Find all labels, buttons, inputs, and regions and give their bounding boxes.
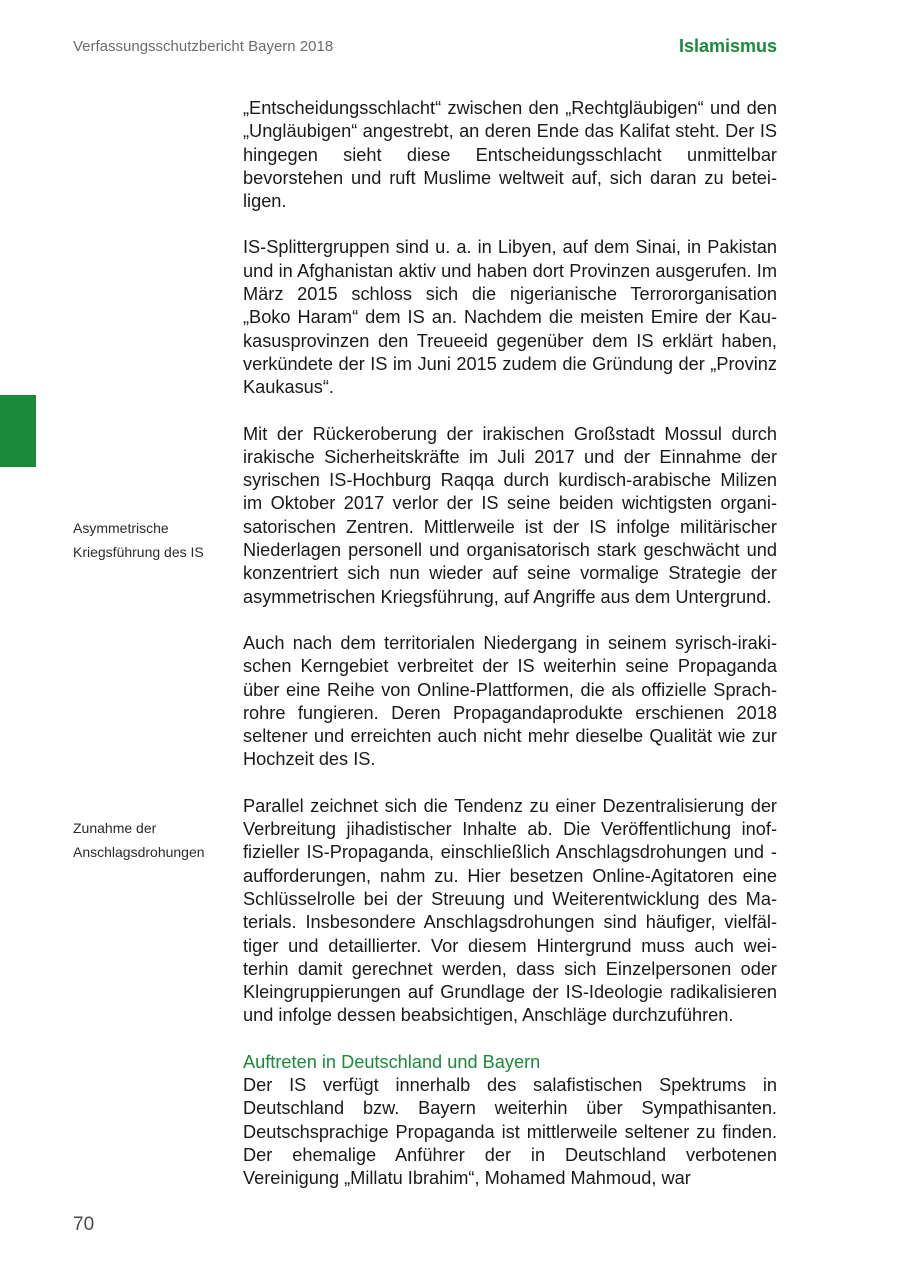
body-paragraph: Parallel zeichnet sich die Tendenz zu einer Dezentralisierung der Verbreitung jihadistischer Inhalte ab. Die Veröffentlichung inoffizieller IS-Propaganda, einschließlich Anschlagsdrohungen und -aufforderungen, nahm zu. Hier besetzen Online-Agitatoren eine Schlüsselrolle bei der Streuung und Weiterentwicklung des Materials. Insbesondere Anschlagsdrohungen sind häufiger, vielfältiger und detaillierter. Vor diesem Hintergrund muss auch weiterhin damit gerechnet werden, dass sich Einzelpersonen oder Kleingruppierungen auf Grundlage der IS-Ideologie radikalisieren und infolge dessen beabsichtigen, Anschläge durchzuführen. [243,795,777,1026]
chapter-side-tab [0,395,36,467]
margin-note-line: Anschlagsdrohungen [73,844,205,860]
margin-note-asymmetric-warfare [73,516,233,564]
section-subheading: Auftreten in Deutschland und Bayern [243,1051,541,1072]
body-paragraph: Mit der Rückeroberung der irakischen Großstadt Mossul durch irakische Sicherheitskräfte im Juli 2017 und der Einnahme der syrischen IS-Hochburg Raqqa durch kurdisch-arabische Milizen im Oktober 2017 verlor der IS seine beiden wichtigsten organisatorischen Zentren. Mittlerweile ist der IS infolge militärischer Niederlagen personell und organisatorisch stark geschwächt und konzentriert sich nun wieder auf seine vormalige Strategie der asymmetrischen Kriegsführung, auf Angriffe aus dem Untergrund. [243,423,777,607]
margin-note-line: Zunahme der [73,820,157,836]
running-header-section: Islamismus [678,36,777,56]
page-number: 70 [73,1214,95,1235]
body-paragraph: „Entscheidungsschlacht“ zwischen den „Rechtgläubigen“ und den „Ungläubigen“ angestrebt, an deren Ende das Kalifat steht. Der IS hingegen sieht diese Entscheidungsschlacht unmittelbar bevorstehen und ruft Muslime weltweit auf, sich daran zu beteiligen. [243,98,777,212]
body-paragraph: IS-Splittergruppen sind u. a. in Libyen, auf dem Sinai, in Pakistan und in Afghanistan aktiv und haben dort Provinzen ausgerufen. Im März 2015 schloss sich die nigerianische Terrororganisation „Boko Haram“ dem IS an. Nachdem die meisten Emire der Kaukasusprovinzen den Treueeid gegenüber dem IS erklärt haben, verkündete der IS im Juni 2015 zudem die Gründung der „Provinz Kaukasus“. [243,237,777,398]
body-paragraph: Der IS verfügt innerhalb des salafistischen Spektrums in Deutschland bzw. Bayern weiterhin über Sympathisanten. Deutschsprachige Propaganda ist mittlerweile seltener zu finden. Der ehemalige Anführer der in Deutschland verbotenen Vereinigung „Millatu Ibrahim“, Mohamed Mahmoud, war [243,1074,777,1189]
main-text-column [243,97,777,1190]
margin-note-attack-threats [73,816,233,864]
body-paragraph: Auch nach dem territorialen Niedergang in seinem syrisch-irakischen Kerngebiet verbreitet der IS weiterhin seine Propaganda über eine Reihe von Online-Plattformen, die als offizielle Sprachrohre fungieren. Deren Propagandaprodukte erschienen 2018 seltener und erreichten auch nicht mehr dieselbe Qualität wie zur Hochzeit des IS. [243,632,777,770]
margin-note-line: Kriegsführung des IS [73,544,204,560]
running-header-title: Verfassungsschutzbericht Bayern 2018 [73,38,334,55]
margin-note-line: Asymmetrische [73,520,169,536]
